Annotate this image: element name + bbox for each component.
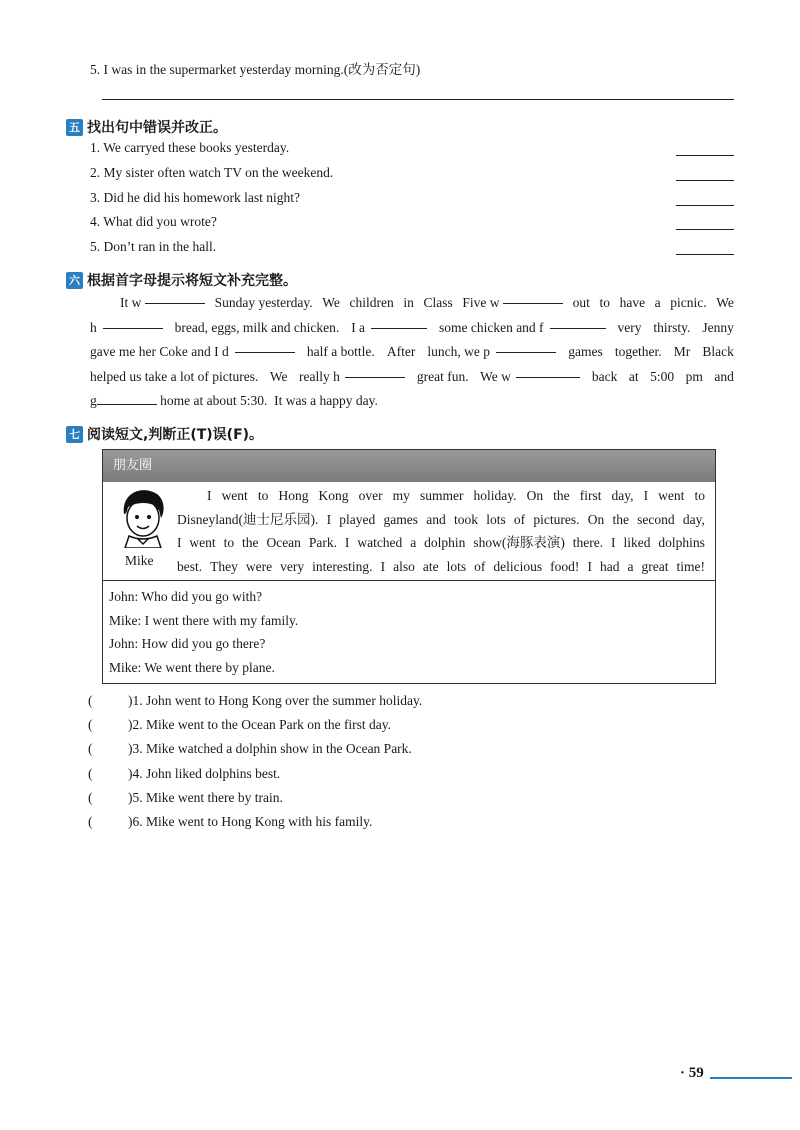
- correction-line-5[interactable]: [676, 254, 734, 255]
- error-item-4: 4. What did you wrote?: [90, 214, 217, 229]
- cloze-row-3: gave me her Coke and I d half a bottle. After lunch, we p games together. Mr Black: [90, 340, 734, 365]
- dialog-line: Mike: We went there by plane.: [109, 659, 275, 675]
- cloze-blank[interactable]: [516, 365, 580, 378]
- cloze-blank[interactable]: [550, 316, 606, 329]
- cloze-blank[interactable]: [235, 340, 295, 353]
- tf-item-1[interactable]: ( )1. John went to Hong Kong over the summer holiday.: [88, 693, 423, 708]
- correction-line-4[interactable]: [676, 229, 734, 230]
- dialog: [103, 581, 715, 679]
- section-6-badge: 六: [66, 272, 83, 289]
- page-number-rule: [710, 1077, 792, 1079]
- moments-header: 朋友圈: [103, 450, 715, 482]
- tf-item-6[interactable]: ( )6. Mike went to Hong Kong with his family.: [88, 814, 373, 829]
- question-5-negative: 5. I was in the supermarket yesterday morning.(改为否定句): [90, 62, 421, 77]
- section-5-title: 找出句中错误并改正。: [87, 120, 227, 136]
- tf-item-4[interactable]: ( )4. John liked dolphins best.: [88, 766, 281, 781]
- dialog-line: Mike: I went there with my family.: [109, 612, 299, 628]
- cloze-row-2: h bread, eggs, milk and chicken. I a some chicken and f very thirsty. Jenny: [90, 316, 734, 341]
- section-7-title: 阅读短文,判断正(T)误(F)。: [87, 427, 264, 443]
- section-7-heading: [66, 424, 263, 444]
- tf-item-2[interactable]: ( )2. Mike went to the Ocean Park on the first day.: [88, 717, 392, 732]
- cloze-row-1: It w Sunday yesterday. We children in Class Five w out to have a picnic. We: [90, 291, 734, 316]
- error-item-3: 3. Did he did his homework last night?: [90, 190, 300, 205]
- dialog-line: John: How did you go there?: [109, 636, 266, 651]
- section-7-badge: 七: [66, 426, 83, 443]
- section-5-heading: [66, 117, 227, 137]
- correction-line-1[interactable]: [676, 155, 734, 156]
- cloze-blank[interactable]: [371, 316, 427, 329]
- tf-item-3[interactable]: ( )3. Mike watched a dolphin show in the Ocean Park.: [88, 741, 412, 756]
- cloze-blank[interactable]: [103, 316, 163, 329]
- cloze-blank[interactable]: [503, 291, 563, 304]
- error-item-5: 5. Don’t ran in the hall.: [90, 239, 217, 254]
- section-5-badge: 五: [66, 119, 83, 136]
- correction-line-2[interactable]: [676, 180, 734, 181]
- boy-avatar-icon: [115, 486, 169, 548]
- section-6-title: 根据首字母提示将短文补充完整。: [87, 273, 297, 289]
- cloze-row-4: helped us take a lot of pictures. We really h great fun. We w back at 5:00 pm and: [90, 365, 734, 390]
- post-text: I went to Hong Kong over my summer holiday. On the first day, I went to Disneyland(迪士尼乐园). I played games and took lots of pictures. On the second day, I went to the Ocean Park. I watched a dolphin show(海豚表演) there. I liked dolphins best. They were very interesting. I also ate lots of delicious food! I had a great time!: [177, 488, 705, 574]
- dialog-line: John: Who did you go with?: [109, 589, 263, 604]
- cloze-blank[interactable]: [345, 365, 405, 378]
- error-item-1: 1. We carryed these books yesterday.: [90, 140, 290, 155]
- correction-line-3[interactable]: [676, 205, 734, 206]
- cloze-blank[interactable]: [145, 291, 205, 304]
- cloze-passage: [90, 291, 734, 414]
- error-item-2: 2. My sister often watch TV on the weekend.: [90, 165, 334, 180]
- section-6-heading: [66, 270, 297, 290]
- moments-box: [102, 449, 716, 684]
- moments-post: [103, 482, 715, 581]
- tf-item-5[interactable]: ( )5. Mike went there by train.: [88, 790, 283, 805]
- cloze-blank[interactable]: [496, 340, 556, 353]
- answer-line[interactable]: [102, 99, 734, 100]
- avatar-name: Mike: [125, 553, 154, 568]
- cloze-blank[interactable]: [97, 392, 157, 405]
- cloze-row-5: g home at about 5:30. It was a happy day.: [90, 393, 378, 408]
- page-number: · 59: [680, 1065, 704, 1081]
